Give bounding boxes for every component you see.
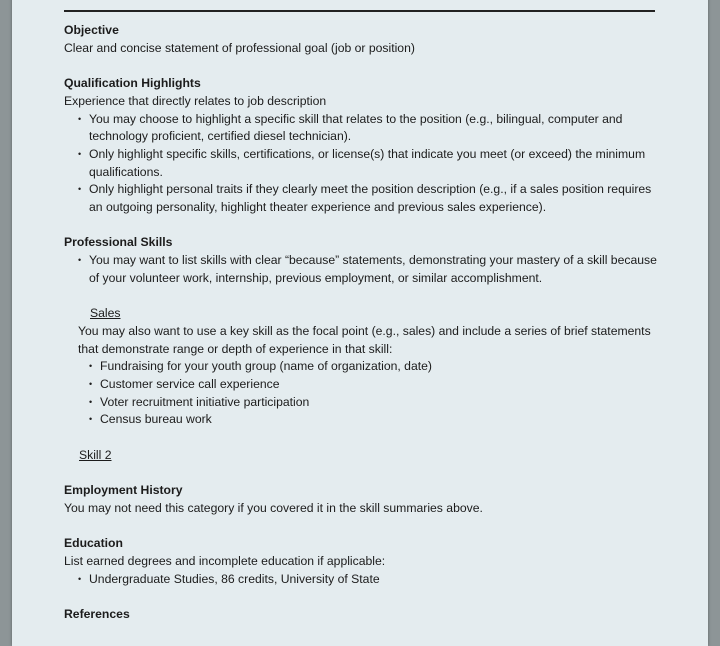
references-heading: References — [64, 607, 130, 622]
qualifications-list — [64, 111, 664, 217]
list-item: • Fundraising for your youth group (name of organization, date) — [78, 358, 664, 376]
list-item: • Only highlight specific skills, certifications, or license(s) that indicate you meet (or exceed) the minimum qualifications. — [64, 146, 664, 181]
objective-section — [64, 22, 664, 57]
professional-skills-list — [64, 252, 664, 287]
sales-skill-description: You may also want to use a key skill as the focal point (e.g., sales) and include a series of brief statements that demonstrate range or depth of experience in that skill: — [78, 323, 651, 356]
list-item: • Undergraduate Studies, 86 credits, University of State — [64, 571, 664, 589]
list-item: • Customer service call experience — [78, 376, 664, 394]
sales-skill-block — [78, 305, 664, 429]
employment-section — [64, 482, 664, 517]
qualifications-section — [64, 75, 664, 217]
education-text: List earned degrees and incomplete education if applicable: — [64, 554, 386, 568]
skill-2-title: Skill 2 — [79, 447, 112, 462]
sales-skill-title: Sales — [90, 306, 121, 321]
qualifications-heading: Qualification Highlights — [64, 76, 201, 91]
references-section — [64, 606, 664, 624]
professional-skills-heading: Professional Skills — [64, 235, 173, 250]
objective-heading: Objective — [64, 23, 119, 37]
list-item: • You may want to list skills with clear “because” statements, demonstrating your mastery of a skill because of your volunteer work, internship, previous employment, or similar accomplishment. — [64, 252, 664, 287]
header-divider — [64, 10, 655, 12]
qualifications-intro: Experience that directly relates to job description — [64, 93, 327, 108]
list-item: • Voter recruitment initiative participation — [78, 394, 664, 412]
employment-heading: Employment History — [64, 483, 183, 498]
list-item: • Only highlight personal traits if they clearly meet the position description (e.g., if a sales position requires an outgoing personality, highlight theater experience and previous sales experience). — [64, 181, 664, 216]
resume-content — [64, 22, 664, 641]
resume-page — [12, 0, 708, 646]
education-heading: Education — [64, 536, 123, 551]
education-section — [64, 535, 664, 588]
list-item: • Census bureau work — [78, 411, 664, 429]
sales-skill-list — [78, 358, 664, 429]
employment-text: You may not need this category if you covered it in the skill summaries above. — [64, 500, 483, 515]
list-item: • You may choose to highlight a specific skill that relates to the position (e.g., bilingual, computer and technology proficient, certified diesel technician). — [64, 111, 664, 146]
skill-2-block — [64, 447, 664, 465]
objective-text: Clear and concise statement of professional goal (job or position) — [64, 40, 415, 55]
professional-skills-section — [64, 234, 664, 287]
education-list — [64, 571, 664, 589]
